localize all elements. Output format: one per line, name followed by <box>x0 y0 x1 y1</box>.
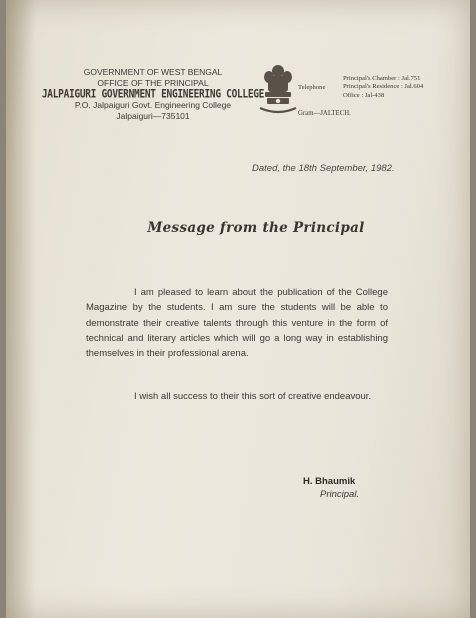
telephone-residence: Principal's Residence : Jal.604 <box>343 83 424 91</box>
letter-page <box>6 0 470 618</box>
telephone-label: Telephone <box>298 84 326 91</box>
letterhead-college-name: JALPAIGURI GOVERNMENT ENGINEERING COLLEGE <box>41 87 265 102</box>
state-emblem-icon <box>258 62 298 118</box>
letterhead-office: OFFICE OF THE PRINCIPAL <box>97 78 209 88</box>
letterhead-government: GOVERNMENT OF WEST BENGAL <box>83 67 223 77</box>
body-paragraph-1: I am pleased to learn about the publication of the College Magazine by the students. I am sure the students will be able to demonstrate their creative talents through this venture in the form of technical and literary articles which will go a long way in establishing themselves in their professional arena. <box>86 287 388 360</box>
letterhead-address <box>40 67 266 122</box>
paper-edge-stain <box>6 0 36 618</box>
telegram-address: Gram—JALTECH. <box>298 110 351 117</box>
letterhead-city: Jalpaiguri—735101 <box>116 111 190 121</box>
letter-date: Dated, the 18th September, 1982. <box>252 163 395 174</box>
signatory-name: H. Bhaumik <box>303 476 356 487</box>
letter-title: Message from the Principal <box>147 220 365 236</box>
letterhead-post-office: P.O. Jalpaiguri Govt. Engineering College <box>74 100 232 110</box>
telephone-chamber: Principal's Chamber : Jal.751 <box>343 75 421 82</box>
body-paragraph-2: I wish all success to their this sort of creative endeavour. <box>134 391 372 402</box>
telephone-office: Office : Jal-438 <box>343 91 385 99</box>
signatory-title: Principal. <box>320 489 360 500</box>
